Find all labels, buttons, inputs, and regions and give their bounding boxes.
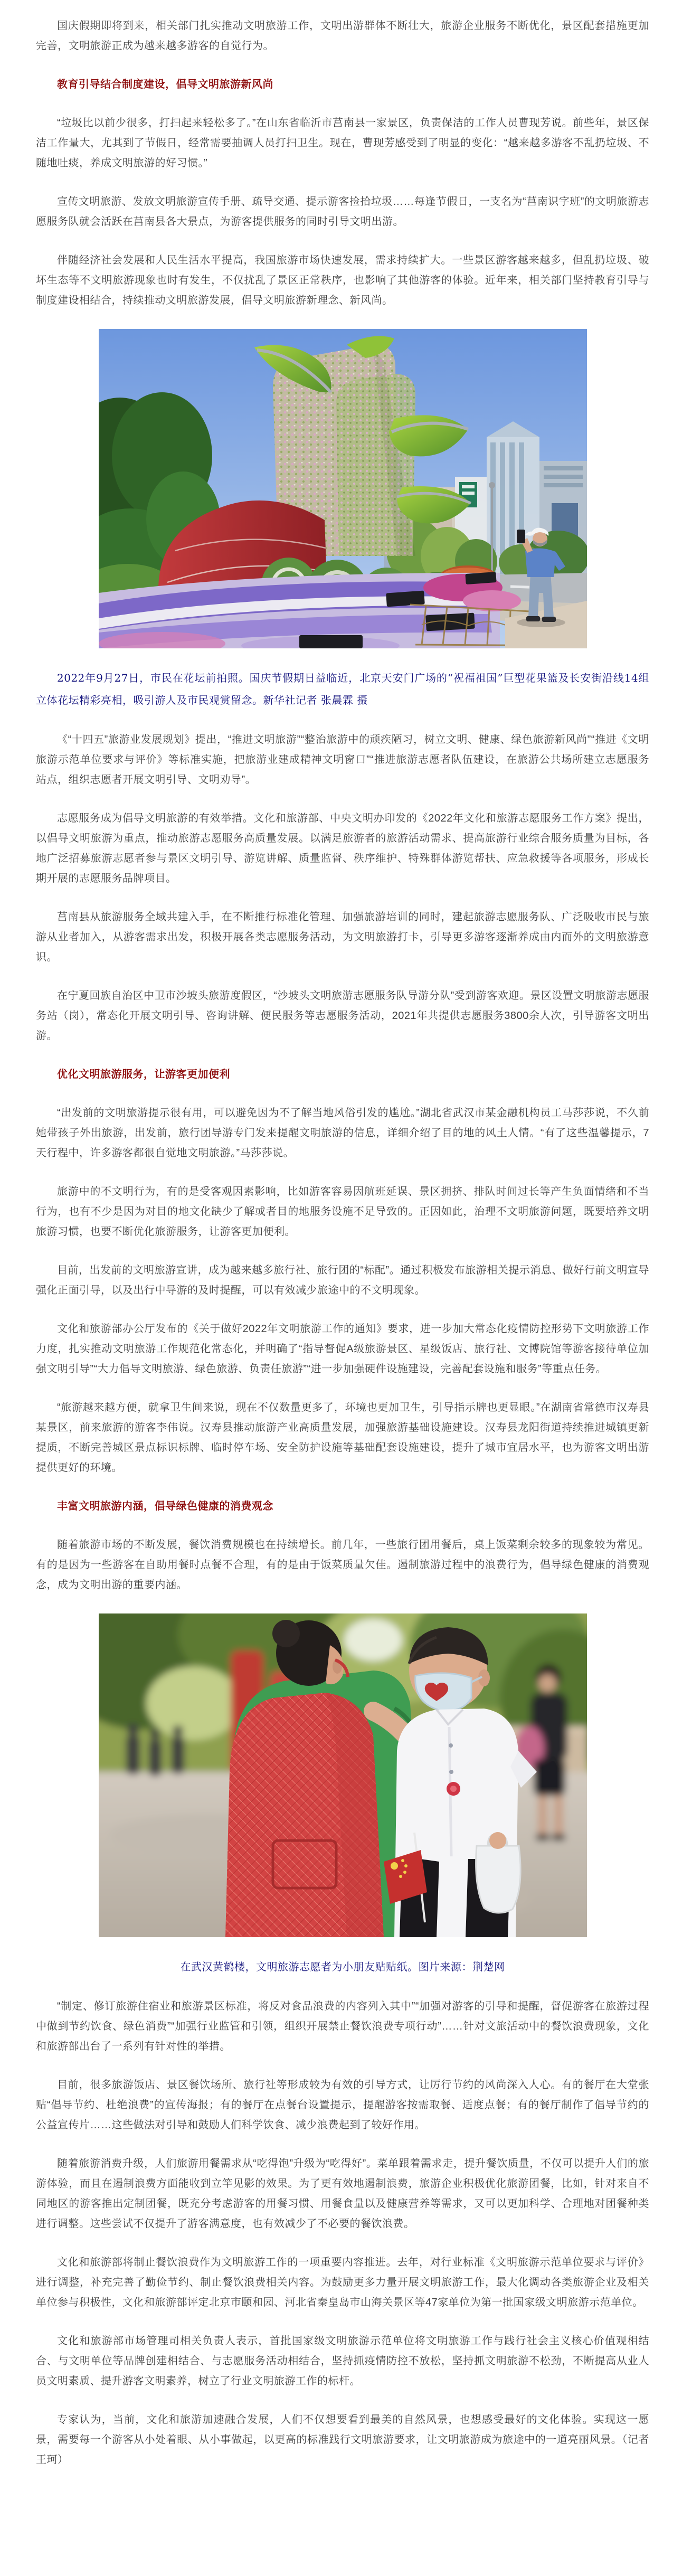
paragraph: 文化和旅游部市场管理司相关负责人表示，首批国家级文明旅游示范单位将文明旅游工作与践行社会主义核心价值观相结合、与文明单位等品牌创建相结合、与志愿服务活动相结合，坚持抓疫情防控不放松，坚持抓文明旅游不松劲，不断提高从业人员文明素质、提升游客文明素养，树立了行业文明旅游工作的标杆。: [36, 2335, 649, 2387]
photo-flower-basket: [99, 329, 587, 648]
paragraph-closing-byline: 专家认为，当前，文化和旅游加速融合发展，人们不仅想要看到最美的自然风景，也想感受最好的文化体验。实现这一愿景，需要每一个游客从小处着眼、从小事做起，以更高的标准践行文明旅游要求，让文明旅游成为旅途中的一道亮丽风景。（记者 王珂）: [36, 2414, 649, 2466]
paragraph: 《“十四五”旅游业发展规划》提出，“推进文明旅游”“整治旅游中的顽疾陋习，树立文明、健康、绿色旅游新风尚”“推进《文明旅游示范单位要求与评价》等标准实施，把旅游业建成精神文明窗口”“推进旅游志愿者队伍建设，在旅游公共场所建立志愿服务站点，组织志愿者开展文明引导、文明劝导”。: [36, 734, 649, 786]
photo-flower-basket-scene: [99, 329, 587, 648]
paragraph: 在宁夏回族自治区中卫市沙坡头旅游度假区，“沙坡头文明旅游志愿服务队导游分队”受到游客欢迎。景区设置文明旅游志愿服务站（岗），常态化开展文明引导、咨询讲解、便民服务等志愿服务活动，2021年共提供志愿服务3800余人次，引导游客文明出游。: [36, 990, 649, 1042]
photo-caption-volunteer-child: 在武汉黄鹤楼，文明旅游志愿者为小朋友贴贴纸。图片来源：荆楚网: [180, 1960, 505, 1973]
paragraph: “旅游越来越方便，就拿卫生间来说，现在不仅数量更多了，环境也更加卫生，引导指示牌也更显眼。”在湖南省常德市汉寿县某景区，前来旅游的游客李伟说。汉寿县推动旅游产业高质量发展，加强旅游基础设施建设。汉寿县龙阳街道持续推进城镇更新提质，不断完善城区景点标识标牌、临时停车场、安全防护设施等基础配套设施建设，提升了城市宜居水平，也为游客文明出游提供更好的环境。: [36, 1402, 649, 1474]
paragraph: 目前，出发前的文明旅游宣讲，成为越来越多旅行社、旅行团的“标配”。通过积极发布旅游相关提示消息、做好行前文明宣导强化正面引导，以及出行中导游的及时提醒，可以有效减少旅途中的不文明现象。: [36, 1265, 649, 1296]
paragraph: 旅游中的不文明行为，有的是受客观因素影响，比如游客容易因航班延误、景区拥挤、排队时间过长等产生负面情绪和不当行为，也有不少是因为对目的地文化缺少了解或者目的地服务设施不足导致的。正因如此，治理不文明旅游问题，既要培养文明旅游习惯，也要不断优化旅游服务，让游客更加便利。: [36, 1186, 649, 1238]
paragraph: 志愿服务成为倡导文明旅游的有效举措。文化和旅游部、中央文明办印发的《2022年文化和旅游志愿服务工作方案》提出，以倡导文明旅游为重点，推动旅游志愿服务高质量发展。以满足旅游者的旅游活动需求、提高旅游行业综合服务质量为目标，各地广泛招募旅游志愿者参与景区文明引导、游览讲解、质量监督、秩序维护、特殊群体游览帮扶、应急救援等各项服务，形成长期开展的志愿服务品牌项目。: [36, 813, 649, 884]
paragraph: “出发前的文明旅游提示很有用，可以避免因为不了解当地风俗引发的尴尬。”湖北省武汉市某金融机构员工马莎莎说，不久前她带孩子外出旅游，出发前，旅行团导游专门发来提醒文明旅游的信息，详细介绍了目的地的风土人情。“有了这些温馨提示，7天行程中，许多游客都很自觉地文明旅游。”马莎莎说。: [36, 1107, 649, 1159]
paragraph: 伴随经济社会发展和人民生活水平提高，我国旅游市场快速发展，需求持续扩大。一些景区游客越来越多，但乱扔垃圾、破坏生态等不文明旅游现象也时有发生，不仅扰乱了景区正常秩序，也影响了其他游客的体验。近年来，相关部门坚持教育引导与制度建设相结合，持续推动文明旅游发展，倡导文明旅游新理念、新风尚。: [36, 254, 649, 306]
section-heading-green-consumption: 丰富文明旅游内涵，倡导绿色健康的消费观念: [57, 1501, 273, 1512]
paragraph: 莒南县从旅游服务全域共建入手，在不断推行标准化管理、加强旅游培训的同时，建起旅游志愿服务队、广泛吸收市民与旅游从业者加入，从游客需求出发，积极开展各类志愿服务活动，为文明旅游打卡，引导更多游客逐渐养成由内而外的文明旅游意识。: [36, 911, 649, 963]
paragraph-intro: 国庆假期即将到来，相关部门扎实推动文明旅游工作，文明出游群体不断壮大，旅游企业服务不断优化，景区配套措施更加完善，文明旅游正成为越来越多游客的自觉行为。: [36, 20, 649, 52]
section-heading-education: 教育引导结合制度建设，倡导文明旅游新风尚: [57, 79, 273, 90]
photo-volunteer-child-scene: [99, 1613, 587, 1937]
paragraph: 目前，很多旅游饭店、景区餐饮场所、旅行社等形成较为有效的引导方式，让厉行节约的风尚深入人心。有的餐厅在大堂张贴“倡导节约、杜绝浪费”的宣传海报；有的餐厅在点餐台设置提示，提醒游客按需取餐、适度点餐；有的餐厅制作了倡导节约的公益宣传片……这些做法对引导和鼓励人们科学饮食、减少浪费起到了较好作用。: [36, 2079, 649, 2131]
photo-volunteer-child: [99, 1613, 587, 1937]
paragraph: 文化和旅游部将制止餐饮浪费作为文明旅游工作的一项重要内容推进。去年，对行业标准《文明旅游示范单位要求与评价》进行调整，补充完善了勤俭节约、制止餐饮浪费相关内容。为鼓励更多力量开展文明旅游工作，最大化调动各类旅游企业及相关单位参与积极性，文化和旅游部评定北京市颐和园、河北省秦皇岛市山海关景区等47家单位为第一批国家级文明旅游示范单位。: [36, 2257, 649, 2308]
paragraph: “垃圾比以前少很多，打扫起来轻松多了。”在山东省临沂市莒南县一家景区，负责保洁的工作人员曹现芳说。前些年，景区保洁工作量大，尤其到了节假日，经常需要抽调人员打扫卫生。现在，曹现芳感受到了明显的变化：“越来越多游客不乱扔垃圾、不随地吐痰，养成文明旅游的好习惯。”: [36, 117, 649, 169]
paragraph: 随着旅游消费升级，人们旅游用餐需求从“吃得饱”升级为“吃得好”。菜单跟着需求走，提升餐饮质量，不仅可以提升人们的旅游体验，而且在遏制浪费方面能收到立竿见影的效果。为了更有效地遏制浪费，旅游企业积极优化旅游团餐，比如，针对来自不同地区的游客推出定制团餐，既充分考虑游客的用餐习惯、用餐食量以及健康营养等需求，又可以更加科学、合理地对团餐种类进行调整。这些尝试不仅提升了游客满意度，也有效减少了不必要的餐饮浪费。: [36, 2158, 649, 2230]
paragraph: 文化和旅游部办公厅发布的《关于做好2022年文明旅游工作的通知》要求，进一步加大常态化疫情防控形势下文明旅游工作力度，扎实推动文明旅游工作规范化常态化，并明确了“指导督促A级旅游景区、星级饭店、旅行社、文博院馆等游客接待单位加强文明引导”“大力倡导文明旅游、绿色旅游、负责任旅游”“进一步加强硬件设施建设，完善配套设施和服务”等重点任务。: [36, 1323, 649, 1375]
paragraph: 随着旅游市场的不断发展，餐饮消费规模也在持续增长。前几年，一些旅行团用餐后，桌上饭菜剩余较多的现象较为常见。有的是因为一些游客在自助用餐时点餐不合理，有的是由于饭菜质量欠佳。遏制旅游过程中的浪费行为，倡导绿色健康的消费观念，成为文明出游的重要内涵。: [36, 1539, 649, 1591]
photo-caption-flower-basket: 2022年9月27日，市民在花坛前拍照。国庆节假期日益临近，北京天安门广场的“祝福祖国”巨型花果篮及长安街沿线14组立体花坛精彩亮相，吸引游人及市民观赏留念。新华社记者 张晨霖 摄: [36, 672, 649, 706]
section-heading-optimize-service: 优化文明旅游服务，让游客更加便利: [57, 1069, 230, 1080]
paragraph: 宣传文明旅游、发放文明旅游宣传手册、疏导交通、提示游客捡拾垃圾……每逢节假日，一支名为“莒南识字班”的文明旅游志愿服务队就会活跃在莒南县各大景点，为游客提供服务的同时引导文明出游。: [36, 196, 649, 228]
paragraph: “制定、修订旅游住宿业和旅游景区标准，将反对食品浪费的内容列入其中”“加强对游客的引导和提醒，督促游客在旅游过程中做到节约饮食、绿色消费”“加强行业监管和引领，组织开展禁止餐饮浪费专项行动”……针对文旅活动中的餐饮浪费现象，文化和旅游部出台了一系列有针对性的举措。: [36, 2001, 649, 2052]
